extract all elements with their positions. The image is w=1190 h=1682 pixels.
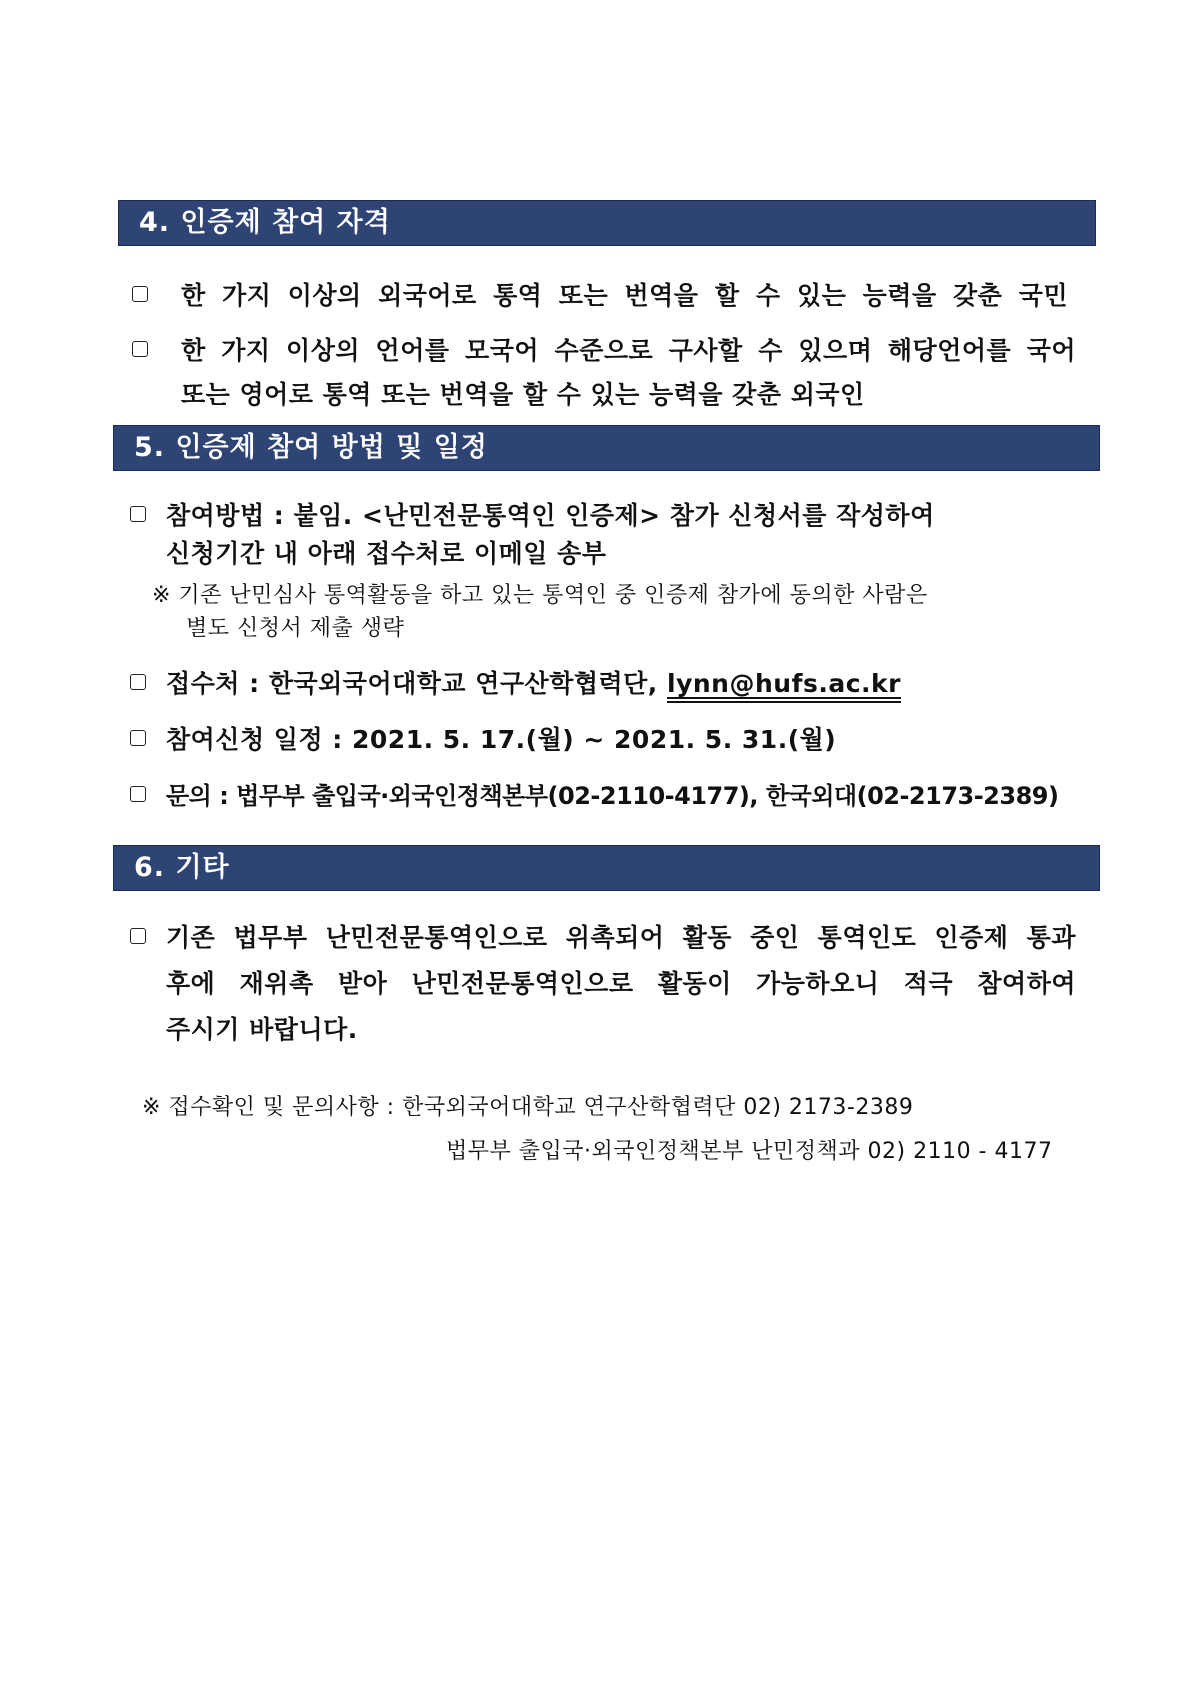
reception-label: 접수처 : 한국외국어대학교 연구산학협력단, <box>166 669 668 698</box>
exemption-note-line1: ※ 기존 난민심사 통역활동을 하고 있는 통역인 중 인증제 참가에 동의한 사람은 <box>152 583 928 608</box>
other-notice-line1: 기존 법무부 난민전문통역인으로 위촉되어 활동 중인 통역인도 인증제 통과 <box>166 923 1076 952</box>
checkbox-icon <box>130 674 146 690</box>
checkbox-icon <box>132 286 148 302</box>
application-schedule: 참여신청 일정 : 2021. 5. 17.(월) ~ 2021. 5. 31.(월) <box>166 725 837 754</box>
reception-info <box>166 664 901 700</box>
checkbox-icon <box>130 506 146 522</box>
participation-method-line2: 신청기간 내 아래 접수처로 이메일 송부 <box>166 539 607 568</box>
qualification-citizen: 한 가지 이상의 외국어로 통역 또는 번역을 할 수 있는 능력을 갖춘 국민 <box>181 281 1068 310</box>
other-notice-line3: 주시기 바랍니다. <box>166 1015 358 1044</box>
reception-email-link[interactable]: lynn@hufs.ac.kr <box>667 669 901 698</box>
footer-contact-line2: 법무부 출입국·외국인정책본부 난민정책과 02) 2110 - 4177 <box>446 1139 1053 1164</box>
qualification-foreigner-line2: 또는 영어로 통역 또는 번역을 할 수 있는 능력을 갖춘 외국인 <box>181 380 865 409</box>
inquiry-contacts: 문의 : 법무부 출입국·외국인정책본부(02-2110-4177), 한국외대(02-2173-2389) <box>166 782 1059 810</box>
section-5-header <box>113 425 1100 471</box>
section-6-header <box>113 845 1100 891</box>
other-notice-line2: 후에 재위촉 받아 난민전문통역인으로 활동이 가능하오니 적극 참여하여 <box>166 969 1076 998</box>
section-4-title: 4. 인증제 참여 자격 <box>139 207 391 238</box>
section-5-title: 5. 인증제 참여 방법 및 일정 <box>134 432 488 463</box>
participation-method-line1: 참여방법 : 붙임. <난민전문통역인 인증제> 참가 신청서를 작성하여 <box>166 501 935 530</box>
checkbox-icon <box>130 786 146 802</box>
checkbox-icon <box>130 928 146 944</box>
section-4-header <box>118 200 1096 246</box>
checkbox-icon <box>130 730 146 746</box>
exemption-note-line2: 별도 신청서 제출 생략 <box>186 616 405 641</box>
footer-contact-line1: ※ 접수확인 및 문의사항 : 한국외국어대학교 연구산학협력단 02) 2173-2389 <box>142 1095 914 1120</box>
checkbox-icon <box>132 341 148 357</box>
section-6-title: 6. 기타 <box>134 852 230 883</box>
qualification-foreigner-line1: 한 가지 이상의 언어를 모국어 수준으로 구사할 수 있으며 해당언어를 국어 <box>181 336 1076 365</box>
